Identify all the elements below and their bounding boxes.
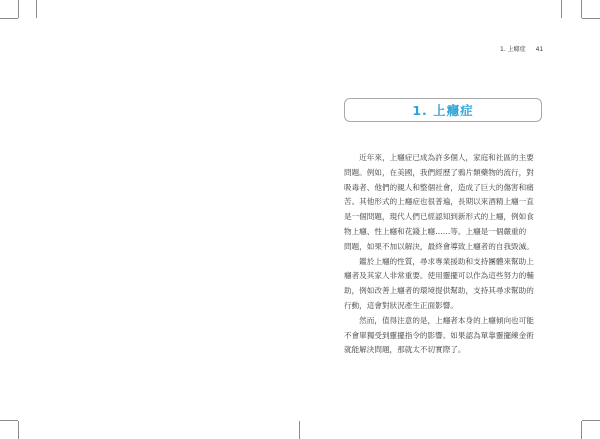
text-line: 就能解決問題，那就太不切實際了。 xyxy=(344,345,466,355)
chapter-title-box xyxy=(344,98,542,122)
crop-mark xyxy=(36,0,37,18)
text-line: 行動，這會對狀況產生正面影響。 xyxy=(344,300,458,310)
text-line: 助，例如改善上癮者的環境提供幫助，支持其尋求幫助的 xyxy=(344,286,534,296)
crop-mark xyxy=(0,420,18,421)
crop-mark xyxy=(18,421,19,439)
text-line: 近年來，上癮症已成為許多個人，家庭和社區的主要 xyxy=(344,153,534,162)
text-line: 問題，如果不加以解決，最終會導致上癮者的自我毀滅。 xyxy=(344,241,534,251)
chapter-title: 1. 上癮症 xyxy=(412,103,474,118)
page-number: 41 xyxy=(535,46,544,53)
crop-mark xyxy=(0,18,18,19)
body-text xyxy=(344,151,548,358)
crop-mark xyxy=(18,0,19,18)
text-line: 吸毒者、他們的親人和整個社會，造成了巨大的傷害和痛 xyxy=(344,182,534,192)
crop-mark xyxy=(581,421,582,439)
crop-mark xyxy=(582,18,600,19)
text-line: 癮者及其家人非常重要。使用靈擺可以作為這些努力的輔 xyxy=(344,271,534,281)
text-line: 苦。其他形式的上癮症也很普遍，長期以來酒精上癮一直 xyxy=(344,197,534,207)
crop-mark xyxy=(299,421,300,439)
paragraph xyxy=(344,314,548,358)
text-line: 物上癮、性上癮和花錢上癮……等。上癮是一個嚴重的 xyxy=(344,226,527,236)
text-line: 然而，值得注意的是，上癮者本身的上癮傾向也可能 xyxy=(344,315,534,325)
paragraph xyxy=(344,255,548,314)
crop-mark xyxy=(582,420,600,421)
crop-mark xyxy=(581,0,582,18)
text-line: 鑑於上癮的性質，尋求專業援助和支持團體來幫助上 xyxy=(344,256,534,266)
text-line: 問題。例如，在美國，我們經歷了鴉片類藥物的流行，對 xyxy=(344,167,534,177)
running-header-chapter: 1. 上癮症 xyxy=(500,46,526,53)
running-header xyxy=(500,44,543,53)
text-line: 不會單獨受到靈擺指令的影響。如果認為單靠靈擺練金術 xyxy=(344,330,534,340)
paragraph xyxy=(344,151,548,255)
crop-mark xyxy=(561,0,562,18)
text-line: 是一個問題，現代人們已經認知到新形式的上癮，例如食 xyxy=(344,212,534,222)
